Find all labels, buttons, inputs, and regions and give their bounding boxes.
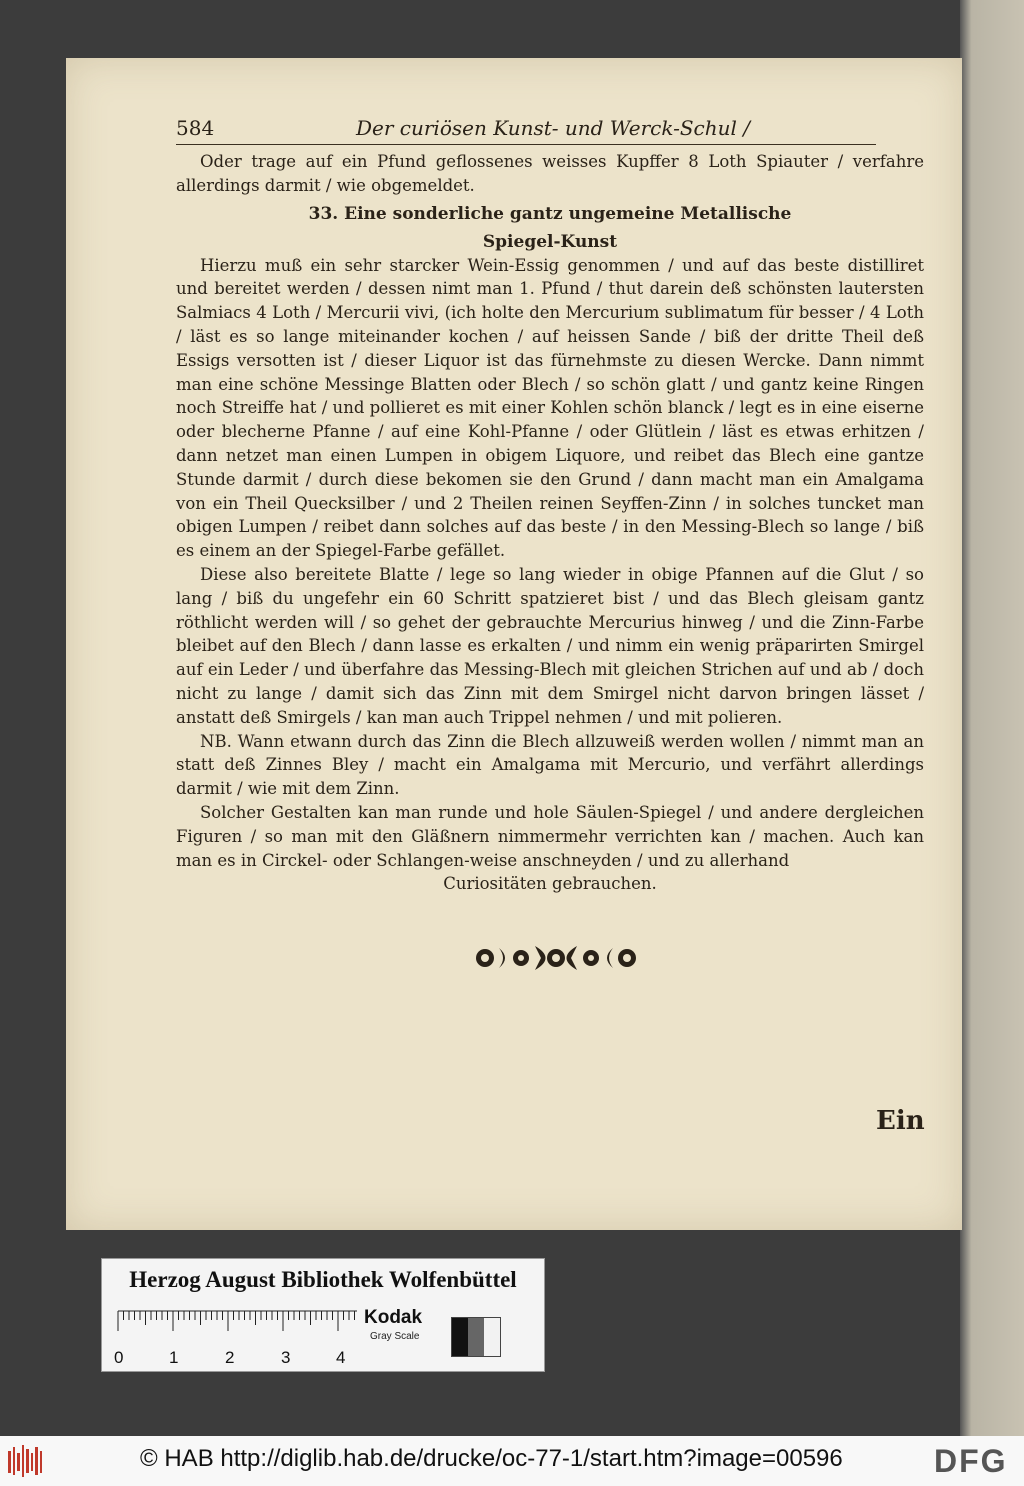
catchword: Ein (876, 1106, 925, 1136)
section-subheading: Spiegel-Kunst (482, 231, 618, 252)
section-heading: 33. Eine sonderliche gantz ungemeine Metallische (308, 203, 792, 224)
footer-bar (0, 1436, 1024, 1486)
dfg-logo: DFG (934, 1443, 1008, 1479)
paragraph: Solcher Gestalten kan man runde und hole Säulen-Spiegel / und andere dergleichen Figuren / so man mit den Gläßnern nimmermehr verrichten kan / machen. Auch kan man es in Circkel- oder Schlangen-weise anschneyden / und zu allerhand (176, 802, 924, 870)
paragraph: Hierzu muß ein sehr starcker Wein-Essig genommen / und auf das beste distilliret und bereitet werden / dessen nimt man 1. Pfund / thut darein deß schönsten lautersten Salmiacs 4 Loth / Mercurii vivi, (ich holte den Mercurium sublimatum für besser / 4 Loth / läst es so lange miteinander kochen / auf heissen Sande / biß der dritte Theil deß Essigs versotten ist / dieser Liquor ist das fürnehmste zu diesen Wercke. Dann nimmt man eine schöne Messinge Blatten oder Blech / so schön glatt / und gantz keine Ringen noch Streiffe hat / und pollieret es mit einer Kohlen schön blanck / legt es in eine eiserne oder blecherne Pfanne / auf eine Kohl-Pfanne / oder Glütlein / läst es etwas erhitzen / dann netzet man einen Lumpen in obigem Liquore, und reibet das Blech eine gantze Stunde darmit / durch diese bekomen sie den Grund / dann macht man ein Amalgama von ein Theil Quecksilber / und 2 Theilen reinen Seyffen-Zinn / in solches tuncket man obigen Lumpen / reibet dann solches auf das beste / in den Messing-Blech so lange / biß es einem an der Spiegel-Farbe gefället. (176, 255, 924, 561)
hab-barcode-logo-icon (8, 1445, 46, 1477)
adjacent-page-edge (960, 0, 1024, 1436)
body-text (176, 150, 924, 896)
ruler-number: 4 (336, 1348, 346, 1367)
paragraph: Diese also bereitete Blatte / lege so lang wieder in obige Pfannen auf die Glut / so lang / biß du ungefehr ein 60 Schritt spatzieret bist / und das Blech gleisam gantz röthlicht werden will / so gehet der gebrauchte Mercurius hinweg / und die Zinn-Farbe bleibet auf den Blech / dann lasse es erkalten / und nimm ein wenig präparirten Smirgel auf ein Leder / und überfahre das Messing-Blech mit gleichen Strichen auf und ab / doch nicht zu lange / damit sich das Zinn mit dem Smirgel nicht darvon bringen lässet / anstatt deß Smirgels / kan man auch Trippel nehmen / und mit polieren. (176, 564, 924, 727)
copyright-link[interactable]: © HAB http://diglib.hab.de/drucke/oc-77-1/start.htm?image=00596 (140, 1445, 843, 1472)
ruler-number: 1 (169, 1348, 179, 1367)
running-head-title: Der curiösen Kunst- und Werck-Schul / (356, 116, 751, 140)
ruler-number: 2 (225, 1348, 235, 1367)
running-head (176, 116, 876, 146)
paragraph: NB. Wann etwann durch das Zinn die Blech allzuweiß werden wollen / nimmt man an statt deß Zinnes Bley / macht ein Amalgama mit Mercurio, und verfährt allerdings darmit / wie mit dem Zinn. (176, 731, 924, 799)
gray-scale-patches (451, 1317, 501, 1357)
running-head-rule (176, 144, 876, 145)
closing-line: Curiositäten gebrauchen. (443, 874, 657, 894)
library-label-card (101, 1258, 545, 1372)
kodak-logo: Kodak (364, 1307, 423, 1328)
ruler-number: 3 (281, 1348, 291, 1367)
book-page (66, 58, 962, 1230)
ruler-number: 0 (114, 1348, 124, 1367)
library-name: Herzog August Bibliothek Wolfenbüttel (129, 1267, 517, 1292)
gray-scale-label: Gray Scale (370, 1331, 420, 1342)
page-number: 584 (176, 116, 215, 140)
measurement-ruler (112, 1307, 357, 1367)
printers-ornament (466, 938, 646, 978)
paragraph: Oder trage auf ein Pfund geflossenes weisses Kupffer 8 Loth Spiauter / verfahre allerdings darmit / wie obgemeldet. (176, 152, 924, 195)
